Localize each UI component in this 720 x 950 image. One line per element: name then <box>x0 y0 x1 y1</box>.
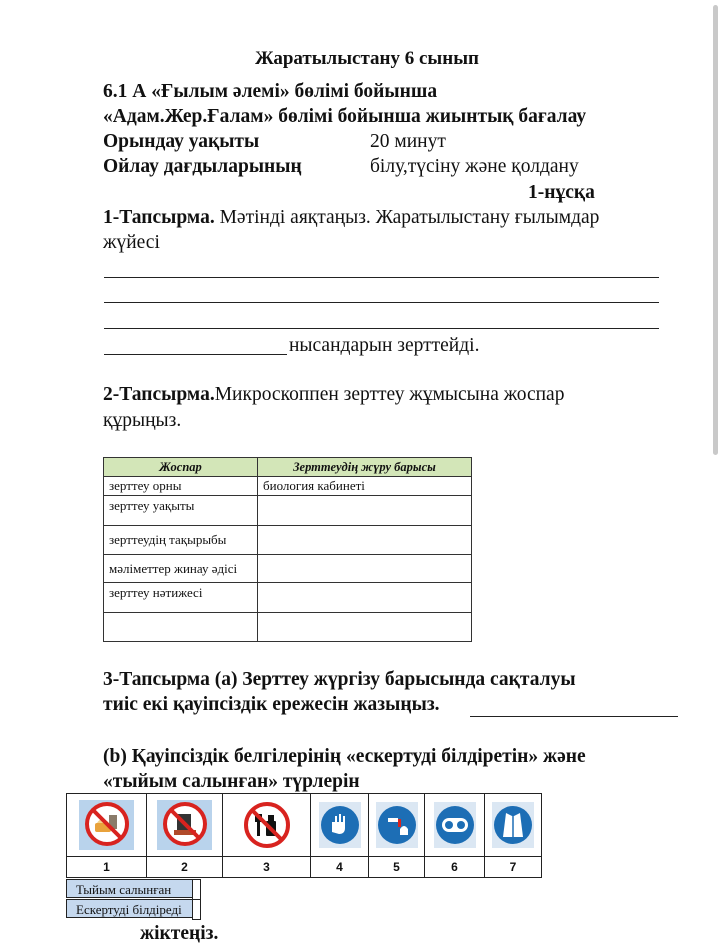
table-row <box>104 555 472 583</box>
table-cell: биология кабинеті <box>258 477 472 496</box>
table-row <box>104 583 472 613</box>
legend-label: Тыйым салынған <box>76 882 172 897</box>
page-title: Жаратылыстану 6 сынып <box>255 48 479 69</box>
table-cell: зерттеу нәтижесі <box>104 583 258 613</box>
table-row <box>104 496 472 526</box>
sign-number: 3 <box>223 857 311 878</box>
scrollbar[interactable] <box>713 5 718 455</box>
table-header-row <box>104 458 472 477</box>
table-cell[interactable] <box>258 583 472 613</box>
sign-number: 6 <box>425 857 485 878</box>
sign-cell-1 <box>67 794 147 856</box>
table-row <box>104 526 472 555</box>
table-cell: зерттеу орны <box>104 477 258 496</box>
section-line-2: «Адам.Жер.Ғалам» бөлімі бойынша жиынтық бағалау <box>103 106 587 127</box>
task3b-tail: жіктеңіз. <box>140 923 219 944</box>
safety-signs-table <box>66 793 542 878</box>
table-cell[interactable] <box>104 613 258 642</box>
table-cell: зерттеу уақыты <box>104 496 258 526</box>
skills-value: білу,түсіну және қолдану <box>370 156 579 177</box>
no-eating-drinking-icon <box>84 801 130 847</box>
sign-cell-2 <box>147 794 223 856</box>
table-cell: зерттеудің тақырыбы <box>104 526 258 555</box>
table-cell[interactable] <box>258 526 472 555</box>
sign-cell-6 <box>425 794 485 856</box>
table-row <box>104 477 472 496</box>
table-cell[interactable] <box>258 496 472 526</box>
task3b-line-2: «тыйым салынған» түрлерін <box>103 771 360 792</box>
section-line-1: 6.1 А «Ғылым әлемі» бөлімі бойынша <box>103 81 438 102</box>
wear-lab-coat-icon <box>492 802 534 848</box>
task1-text: Мәтінді аяқтаңыз. Жаратылыстану ғылымдар <box>214 207 600 228</box>
task2-line-1 <box>103 383 564 407</box>
sign-cell-5 <box>369 794 425 856</box>
plan-table <box>103 457 472 642</box>
answer-line <box>104 302 659 303</box>
task3b-line-1: (b) Қауіпсіздік белгілерінің «ескертуді білдіретін» және <box>103 746 586 767</box>
wear-goggles-icon <box>434 802 476 848</box>
answer-box[interactable] <box>192 879 201 900</box>
table-cell[interactable] <box>258 555 472 583</box>
table-header: Жоспар <box>104 458 258 477</box>
task1-line-1 <box>103 206 599 230</box>
skills-label: Ойлау дағдыларының <box>103 156 302 177</box>
no-food-in-lab-icon <box>162 801 208 847</box>
legend-row-warning <box>66 899 201 918</box>
answer-line <box>104 277 659 278</box>
sign-cell-4 <box>311 794 369 856</box>
task3a-line-1: 3-Тапсырма (а) Зерттеу жүргізу барысында сақталуы <box>103 669 576 690</box>
legend-label: Ескертуді білдіреді <box>76 902 182 917</box>
sign-number-row <box>67 856 541 878</box>
answer-box[interactable] <box>192 899 201 920</box>
no-eating-icon <box>243 801 291 849</box>
legend-row-prohibited <box>66 879 201 898</box>
sign-number: 2 <box>147 857 223 878</box>
variant-label: 1-нұсқа <box>528 182 595 203</box>
table-cell: мәліметтер жинау әдісі <box>104 555 258 583</box>
sign-cell-3 <box>223 794 311 856</box>
answer-line <box>470 716 678 717</box>
sign-number: 1 <box>67 857 147 878</box>
task2-line-2: құрыңыз. <box>103 410 182 431</box>
answer-line <box>104 328 659 329</box>
sign-number: 5 <box>369 857 425 878</box>
task3a-line-2: тиіс екі қауіпсіздік ережесін жазыңыз. <box>103 694 440 715</box>
task1-tail: нысандарын зерттейді. <box>289 335 480 356</box>
task2-label: 2-Тапсырма. <box>103 384 215 405</box>
time-value: 20 минут <box>370 131 446 152</box>
sign-cell-7 <box>485 794 541 856</box>
wash-hands-icon <box>376 802 418 848</box>
answer-line-short <box>104 354 287 355</box>
table-cell[interactable] <box>258 613 472 642</box>
sign-number: 4 <box>311 857 369 878</box>
table-row <box>104 613 472 642</box>
task1-label: 1-Тапсырма. <box>103 207 215 228</box>
sign-number: 7 <box>509 860 517 874</box>
classification-legend <box>66 878 201 918</box>
task1-line-2: жүйесі <box>103 232 160 253</box>
table-header: Зерттеудің жүру барысы <box>258 458 472 477</box>
time-label: Орындау уақыты <box>103 131 260 152</box>
task2-text: Микроскоппен зерттеу жұмысына жоспар <box>214 384 565 405</box>
wear-gloves-icon <box>319 802 361 848</box>
